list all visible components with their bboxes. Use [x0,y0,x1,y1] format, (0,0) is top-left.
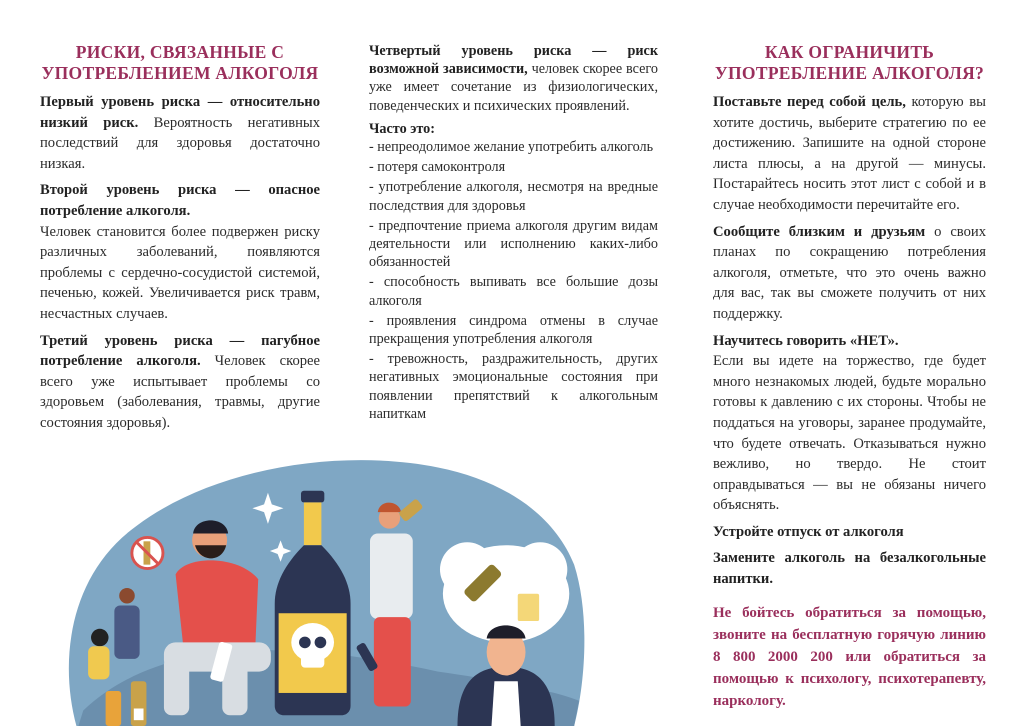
right-title: КАК ОГРАНИЧИТЬ УПОТРЕБЛЕНИЕ АЛКОГОЛЯ? [714,42,985,83]
list-item: - непреодолимое желание употребить алкоголь [369,139,654,156]
list-item: - предпочтение приема алкоголя другим видам деятельности или исполнению каких-либо обязанностей [369,217,658,271]
middle-column [369,42,658,425]
list-item: - способность выпивать все большие дозы алкоголя [369,274,658,309]
tip-vacation: Устройте отпуск от алкоголя [713,523,904,540]
risk-level-2-text: Человек становится более подвержен риску различных заболеваний, появляются проблемы с сердечно-сосудистой системой, печенью, кожей. Увеличивается риск травм, несчастных случаев. [40,223,320,322]
tip-say-no: Научитесь говорить «НЕТ». [713,332,899,349]
no-alcohol-icon [132,537,163,568]
risk-level-1: Первый уровень риска — относительно низкий риск. Вероятность негативных последствий для здоровья достаточно низкая. [40,94,320,172]
risk-level-2: Второй уровень риска — опасное потребление алкоголя. [40,182,320,219]
right-column [713,42,986,718]
list-item: - проявления синдрома отмены в случае прекращения употребления алкоголя [369,312,658,348]
risk-level-3: Третий уровень риска — пагубное потребление алкоголя. Человек скорее всего уже испытывает проблемы со здоровьем (заболевания, травмы, другие состояния здоровья). [40,332,320,431]
list-item: - потеря самоконтроля [369,159,506,176]
tip-replace: Замените алкоголь на безалкогольные напитки. [713,550,986,588]
risk-level-4: Четвертый уровень риска — риск возможной зависимости, человек скорее всего уже имеет сочетание из физиологических, поведенческих и психических проявлений. [369,43,658,114]
list-title: Часто это: [369,120,435,137]
list-item: - тревожность, раздражительность, других негативных эмоциональные состояния при появлении препятствий к алкогольным напиткам [369,351,658,422]
tip-tell-friends: Сообщите близким и друзьям о своих планах по сокращению потребления алкоголя, отметьте, что это очень важно для вас, так вы сможете получить от них поддержку. [713,223,986,322]
tip-goal: Поставьте перед собой цель, которую вы хотите достичь, выберите стратегию по ее достижению. Запишите на одной стороне листа плюсы, а на другой — минусы. Постарайтесь носить этот лист с собой и в случае необходимости перечитайте его. [713,94,986,213]
help-hotline-text: Не бойтесь обратиться за помощью, звоните на бесплатную горячую линию 8 800 2000 200 или обратиться за помощью к психологу, психотерапевту, наркологу. [713,604,986,709]
illustration [40,448,700,726]
tip-say-no-text: Если вы идете на торжество, где будет много незнакомых людей, будьте морально готовы к давлению с их стороны. Чтобы не поддаться на уговоры, заранее продумайте, что будете отвечать. Отказываться нужно вежливо, но твердо. Не стоит оправдываться — вы не обязаны ничего объяснять. [713,353,986,514]
list-item: - употребление алкоголя, несмотря на вредные последствия для здоровья [369,179,658,214]
left-column [40,42,320,440]
child-figure [88,629,109,680]
left-title: РИСКИ, СВЯЗАННЫЕ С УПОТРЕБЛЕНИЕМ АЛКОГОЛЯ [41,42,319,83]
